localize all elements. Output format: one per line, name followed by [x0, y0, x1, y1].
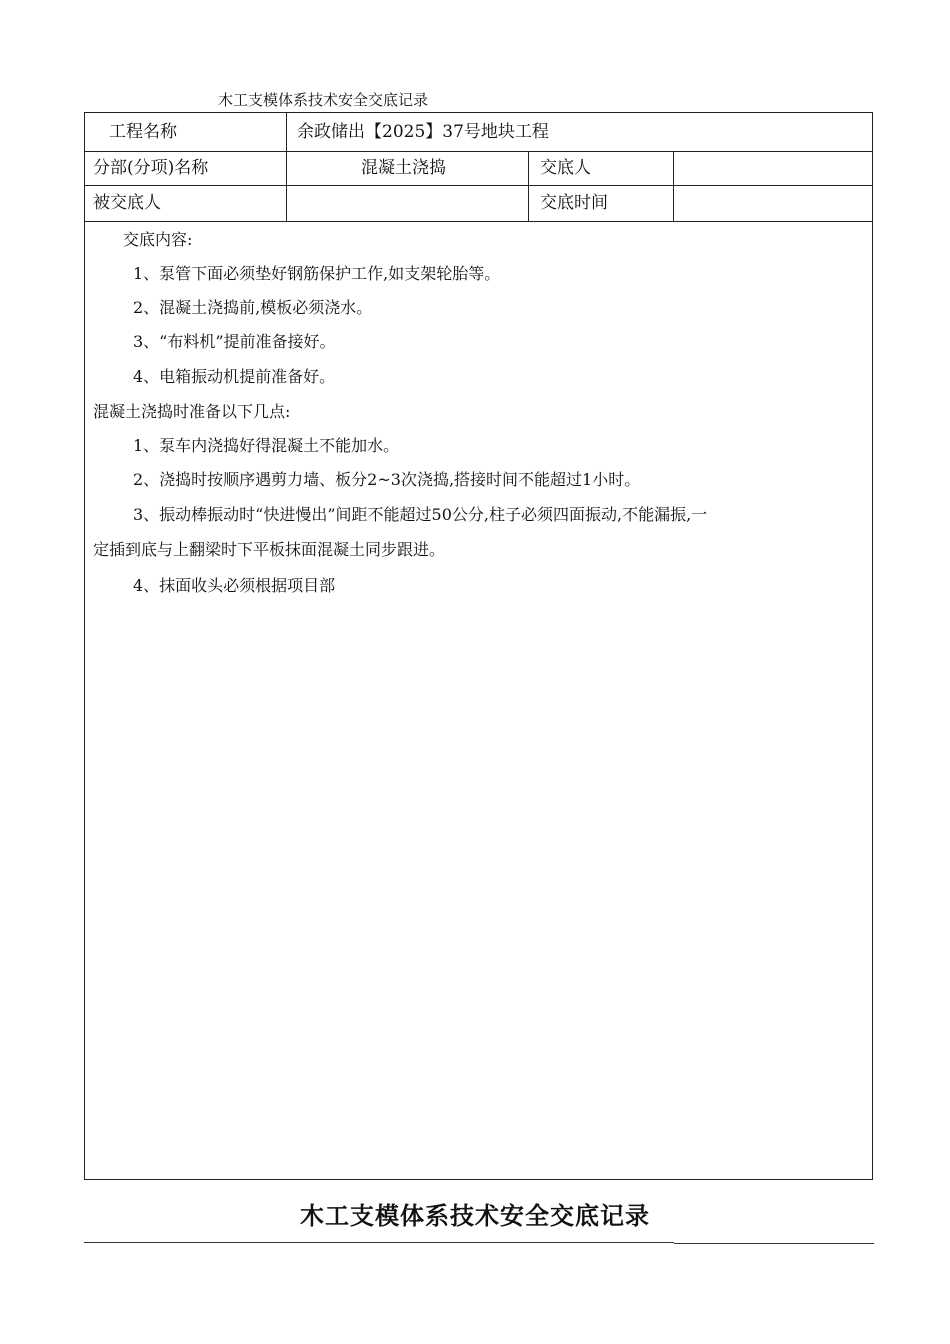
discloser-label: 交底人 — [540, 158, 591, 178]
page-small-title: 木工支模体系技术安全交底记录 — [218, 91, 429, 109]
content-intro: 交底内容: — [123, 230, 193, 249]
list-item: 3、“布料机”提前准备接好。 — [133, 332, 336, 351]
row-divider-2 — [85, 185, 872, 186]
row-divider-3 — [85, 221, 872, 222]
page-big-title: 木工支模体系技术安全交底记录 — [300, 1202, 650, 1230]
col-divider-1 — [286, 113, 287, 221]
division-label: 分部(分项)名称 — [93, 158, 209, 178]
col-divider-3 — [673, 151, 674, 221]
section-title: 混凝土浇捣时准备以下几点: — [93, 402, 291, 421]
list-item: 3、振动棒振动时“快进慢出”间距不能超过50公分,柱子必须四面振动,不能漏振,一 — [133, 505, 708, 524]
list-item: 2、混凝土浇捣前,模板必须浇水。 — [133, 298, 373, 317]
project-name-label: 工程名称 — [109, 122, 177, 142]
bottom-rule-right — [674, 1243, 874, 1244]
list-item-continuation: 定插到底与上翻梁时下平板抹面混凝土同步跟进。 — [93, 540, 446, 559]
list-item: 4、电箱振动机提前准备好。 — [133, 367, 336, 386]
project-name-value: 余政储出【2025】37号地块工程 — [297, 122, 549, 142]
list-item: 1、泵管下面必须垫好钢筋保护工作,如支架轮胎等。 — [133, 264, 501, 283]
disclosure-time-label: 交底时间 — [540, 193, 608, 213]
disclosure-table — [84, 112, 873, 1180]
division-value: 混凝土浇捣 — [361, 158, 446, 178]
list-item: 1、泵车内浇捣好得混凝土不能加水。 — [133, 436, 400, 455]
bottom-rule — [84, 1242, 674, 1243]
list-item: 4、抹面收头必须根据项目部 — [133, 576, 336, 595]
col-divider-2 — [528, 151, 529, 221]
list-item: 2、浇捣时按顺序遇剪力墙、板分2~3次浇捣,搭接时间不能超过1小时。 — [133, 470, 641, 489]
row-divider-1 — [85, 151, 872, 152]
recipient-label: 被交底人 — [93, 193, 161, 213]
